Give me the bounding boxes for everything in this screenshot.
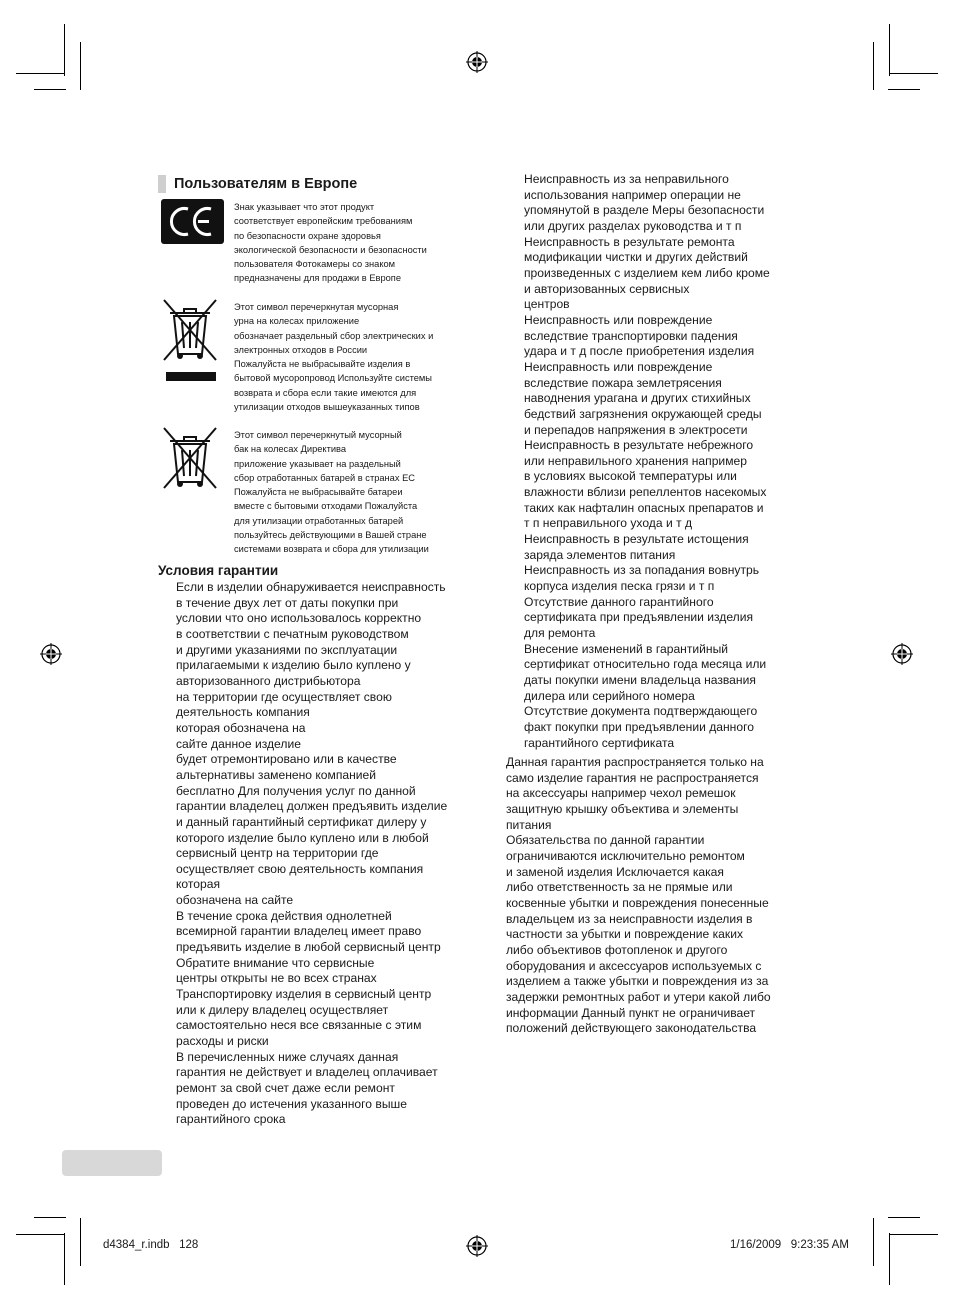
crop-mark	[80, 1218, 81, 1266]
text-line: проведен до истечения указанного выше	[176, 1096, 407, 1111]
text-line: гарантии владелец должен предъявить изделие	[176, 799, 448, 814]
crop-mark	[873, 42, 874, 90]
text-line: ремонт за свой счет даже если ремонт	[176, 1081, 395, 1095]
text-line: предъявить изделие в любой сервисный центр	[176, 940, 441, 955]
text-line: всемирной гарантии владелец имеет право	[176, 924, 422, 939]
weee-text-line: бытовой мусоропровод Используйте системы	[234, 373, 432, 384]
text-line: будет отремонтировано или в качестве	[176, 752, 397, 767]
text-line: ограничиваются исключительно ремонтом	[506, 848, 745, 863]
text-line: Если в изделии обнаруживается неисправность	[176, 580, 446, 594]
text-line: удара и т д после приобретения изделия	[524, 344, 755, 359]
text-line: Обратите внимание что сервисные	[176, 955, 375, 970]
text-line: Неисправность в результате истощения	[524, 532, 749, 547]
crop-mark	[64, 1233, 65, 1285]
footer-datetime: 1/16/2009 9:23:35 AM	[730, 1239, 849, 1251]
page-number-tab	[62, 1150, 162, 1176]
crop-mark	[64, 24, 65, 76]
text-line: деятельность компания	[176, 705, 310, 720]
text-line: упомянутой в разделе Меры безопасности	[524, 203, 765, 218]
text-line: даты покупки имени владельца названия	[524, 673, 756, 687]
battery-text-line: Пожалуйста не выбрасывайте батареи	[234, 487, 403, 498]
crop-mark	[889, 24, 890, 76]
text-line: самостоятельно неся все связанные с этим	[176, 1018, 422, 1033]
battery-text-line: системами возврата и сбора для утилизации	[234, 544, 429, 555]
battery-text-line: приложение указывает на раздельный	[234, 458, 401, 469]
text-line: заряда элементов питания	[524, 547, 676, 562]
text-line: которая обозначена на	[176, 720, 306, 735]
registration-mark-icon	[891, 643, 913, 665]
warranty-scope-paragraph	[506, 755, 771, 1037]
text-line: факт покупки при предъявлении данного	[524, 719, 754, 734]
section-title-warranty: Условия гарантии	[158, 563, 279, 578]
text-line: или неправильного хранения например	[524, 453, 747, 468]
text-line: оборудования и аксессуаров используемых с	[506, 958, 762, 973]
text-line: центры открыты не во всех странах	[176, 971, 377, 986]
text-line: и другими указаниями по эксплуатации	[176, 642, 398, 657]
registration-mark-icon	[40, 643, 62, 665]
ce-text	[234, 200, 427, 286]
crop-mark	[80, 42, 81, 90]
text-line: влажности вблизи репеллентов насекомых	[524, 485, 767, 500]
text-line: само изделие гарантия не распространяется	[506, 770, 759, 785]
crop-mark	[34, 89, 66, 90]
text-line: Внесение изменений в гарантийный	[524, 641, 729, 656]
text-line: таких как нафталин опасных препаратов и	[524, 500, 764, 515]
registration-mark-icon	[466, 51, 488, 73]
ce-text-line: Знак указывает что этот продукт	[234, 202, 375, 212]
crop-mark	[16, 73, 64, 74]
battery-text-line: вместе с бытовыми отходами Пожалуйста	[234, 501, 418, 512]
crop-mark	[890, 73, 938, 74]
text-line: наводнения урагана и других стихийных	[524, 391, 751, 406]
text-line: авторизованного дистрибьютора	[176, 673, 361, 688]
text-line: Неисправность или повреждение	[524, 359, 713, 374]
text-line: сертификата при предъявлении изделия	[524, 610, 754, 625]
text-line: на территории где осуществляет свою	[176, 689, 392, 704]
text-line: или других разделах руководства и т п	[524, 218, 742, 233]
text-line: защитную крышку объектива и элементы	[506, 801, 739, 816]
weee-text-line: возврата и сбора если такие имеются для	[234, 387, 417, 398]
text-line: вследствие транспортировки падения	[524, 328, 738, 343]
text-line: сервисный центр на территории где	[176, 846, 379, 861]
text-line: бесплатно Для получения услуг по данной	[176, 783, 416, 798]
text-line: обозначена на сайте	[176, 893, 294, 908]
warranty-exclusions-list	[524, 172, 770, 751]
text-line: и перепадов напряжения в электросети	[524, 422, 748, 437]
crop-mark	[888, 89, 920, 90]
ce-text-line: соответствует европейским требованиям	[234, 216, 413, 227]
text-line: гарантийного сертификата	[524, 735, 675, 750]
ce-text-line: экологической безопасности и безопасности	[234, 244, 427, 255]
text-line: модификации чистки и других действий	[524, 250, 748, 265]
text-line: осуществляет свою деятельность компания	[176, 861, 424, 876]
text-line: корпуса изделия песка грязи и т п	[524, 579, 715, 594]
ce-text-line: по безопасности охране здоровья	[234, 230, 381, 241]
text-line: которая	[176, 877, 221, 892]
text-line: изделием а также убытки и повреждения из за	[506, 974, 769, 989]
battery-text-line: для утилизации отработанных батарей	[234, 515, 404, 526]
text-line: частности за убытки и повреждение каких	[506, 927, 743, 942]
crop-mark	[16, 1234, 64, 1235]
text-line: произведенных с изделием кем либо кроме	[524, 265, 770, 280]
weee-text-line: утилизации отходов вышеуказанных типов	[234, 402, 420, 413]
weee-text-line: Этот символ перечеркнутая мусорная	[234, 302, 399, 312]
text-line: на аксессуары например чехол ремешок	[506, 786, 736, 801]
ce-mark-icon	[161, 199, 224, 244]
crop-mark	[873, 1218, 874, 1266]
text-line: и данный гарантийный сертификат дилеру у	[176, 814, 427, 829]
text-line: Транспортировку изделия в сервисный центр	[176, 987, 432, 1002]
weee-text-line: Пожалуйста не выбрасывайте изделия в	[234, 359, 411, 370]
battery-text-line: пользуйтесь действующими в Вашей стране	[234, 530, 427, 541]
warranty-left-column	[176, 580, 447, 1128]
text-line: или к дилеру владелец осуществляет	[176, 1002, 389, 1017]
text-line: в условиях высокой температуры или	[524, 469, 737, 484]
weee-text-line: обозначает раздельный сбор электрических и	[234, 330, 434, 341]
text-line: сертификат относительно года месяца или	[524, 657, 767, 672]
crop-mark	[889, 1233, 890, 1285]
text-line: сайте данное изделие	[176, 736, 301, 751]
text-line: условии что оно использовалось корректно	[176, 611, 422, 626]
text-line: гарантийного срока	[176, 1112, 286, 1127]
text-line: альтернативы заменено компанией	[176, 767, 377, 782]
text-line: задержки ремонтных работ и утери какой либо	[506, 989, 771, 1004]
weee-text	[234, 300, 433, 414]
text-line: которого изделие было куплено или в любой	[176, 830, 429, 845]
text-line: центров	[524, 297, 570, 312]
text-line: и заменой изделия Исключается какая	[506, 864, 724, 879]
crossed-bin-icon	[158, 296, 222, 382]
text-line: гарантия не действует и владелец оплачивает	[176, 1065, 438, 1080]
text-line: Отсутствие документа подтверждающего	[524, 704, 758, 719]
text-line: Обязательства по данной гарантии	[506, 833, 705, 848]
ce-text-line: пользователя Фотокамеры со знаком	[234, 259, 396, 270]
text-line: и авторизованных сервисных	[524, 281, 690, 296]
battery-text-line: бак на колесах Директива	[234, 444, 347, 455]
text-line: положений действующего законодательства	[506, 1021, 757, 1036]
crop-mark	[34, 1217, 66, 1218]
text-line: использования например операции не	[524, 187, 741, 202]
battery-text-line: сбор отработанных батарей в странах ЕС	[234, 472, 415, 483]
text-line: Отсутствие данного гарантийного	[524, 594, 714, 609]
text-line: либо объективов фотопленок и другого	[506, 942, 728, 957]
text-line: Неисправность в результате небрежного	[524, 438, 754, 453]
text-line: вследствие пожара землетрясения	[524, 375, 722, 390]
text-line: Данная гарантия распространяется только на	[506, 755, 764, 769]
text-line: В течение срока действия однолетней	[176, 908, 392, 923]
text-line: в течение двух лет от даты покупки при	[176, 595, 399, 610]
crop-mark	[888, 1217, 920, 1218]
text-line: дилера или серийного номера	[524, 688, 695, 703]
text-line: информации Данный пункт не ограничивает	[506, 1005, 756, 1020]
text-line: прилагаемыми к изделию было куплено у	[176, 658, 411, 673]
battery-text-line: Этот символ перечеркнутый мусорный	[234, 430, 402, 440]
text-line: расходы и риски	[176, 1034, 269, 1049]
text-line: т п неправильного ухода и т д	[524, 516, 693, 531]
footer-file-info: d4384_r.indb 128	[103, 1239, 199, 1251]
crop-mark	[890, 1234, 938, 1235]
text-line: в соответствии с печатным руководством	[176, 626, 409, 641]
text-line: бедствий загрязнения окружающей среды	[524, 406, 762, 421]
section-title-europe: Пользователям в Европе	[174, 176, 358, 192]
text-line: В перечисленных ниже случаях данная	[176, 1049, 399, 1064]
weee-text-line: урна на колесах приложение	[234, 316, 360, 327]
registration-mark-icon	[466, 1235, 488, 1257]
text-line: владельцем из за неисправности изделия в	[506, 911, 753, 926]
text-line: Неисправность из за попадания вовнутрь	[524, 563, 760, 578]
text-line: либо ответственность за не прямые или	[506, 880, 733, 895]
section-title-marker	[158, 175, 166, 193]
text-line: косвенные убытки и повреждения понесенные	[506, 895, 769, 910]
text-line: питания	[506, 817, 552, 832]
text-line: Неисправность в результате ремонта	[524, 234, 735, 249]
text-line: Неисправность из за неправильного	[524, 172, 729, 186]
battery-text	[234, 428, 429, 557]
weee-text-line: электронных отходов в России	[234, 344, 368, 355]
ce-text-line: предназначены для продажи в Европе	[234, 273, 402, 284]
text-line: для ремонта	[524, 626, 596, 641]
text-line: Неисправность или повреждение	[524, 312, 713, 327]
crossed-battery-bin-icon	[158, 424, 222, 492]
